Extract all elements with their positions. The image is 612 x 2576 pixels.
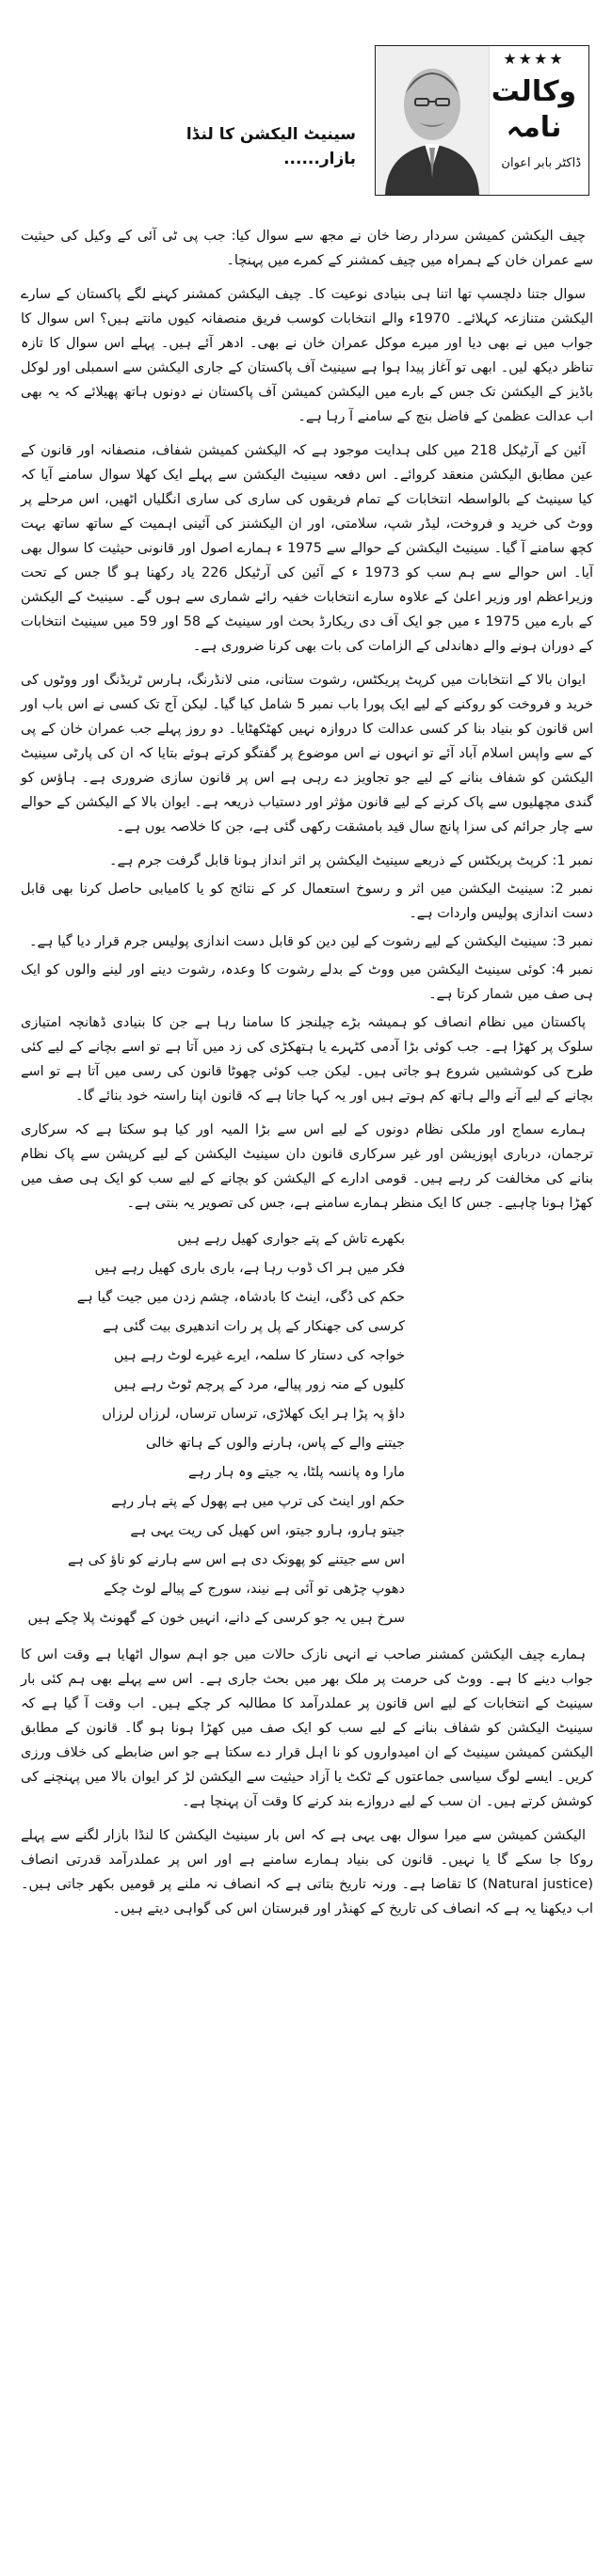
poem-line: جیتو ہارو، ہارو جیتو، اس کھیل کی ریت یہی ہے bbox=[130, 1523, 405, 1538]
paragraph: سوال جتنا دلچسپ تھا اتنا ہی بنیادی نوعیت کا۔ چیف الیکشن کمشنر کہنے لگے پاکستان کے سارے الیکشن متنازعہ کہلائے۔ 1970ء والے انتخابات کوسب فریق منصفانہ کیوں مانتے ہیں؟ اس سوال کا جواب میں نے بھی دیا اور میرے موکل عمران خان نے بھی۔ ادھر آئے ہیں۔ پہلے اس سوال کا تازہ تناظر دیکھ لیں۔ ابھی تو آغاز پیدا ہوا ہے سینیٹ آف پاکستان کے جاری الیکشن سے اسمبلی اور لوکل باڈیز کے الیکشن تک جس کے بارے میں الیکشن کمیشن آف پاکستان نے دونوں ہاتھ پھیلائے کہ یہ بھی اب عدالت عظمیٰ کے فاضل بنچ کے سامنے آ رہا ہے۔ bbox=[21, 287, 593, 424]
poem-line: فکر میں ہر اک ڈوب رہا ہے، باری باری کھیل رہے ہیں bbox=[94, 1261, 405, 1276]
list-item: نمبر 4: کوئی سینیٹ الیکشن میں ووٹ کے بدلے رشوت کا وعدہ، رشوت دینے اور لینے والوں کو ایک ہی صف میں شمار کرتا ہے۔ bbox=[21, 962, 593, 1002]
stars-icon: ★★★★ bbox=[503, 50, 565, 68]
article-body bbox=[21, 224, 593, 1931]
paragraph: پاکستان میں نظام انصاف کو ہمیشہ بڑے چیلنجز کا سامنا رہا ہے جن کا بنیادی ڈھانچہ امتیازی سلوک پر کھڑا ہے۔ جب کوئی بڑا آدمی کٹہرے یا ہتھکڑی کی زد میں آتا ہے تو اسے بچانے کے لیے کئی طرح کی کوششیں شروع ہو جاتی ہیں۔ لیکن جب کوئی چھوٹا قانون کی رسی میں آتا ہے تو اسے بچانے کے لیے آنے والے ہاتھ کم ہوتے ہیں اور یہ کہا جاتا ہے کہ قانون اپنا راستہ خود بنائے گا۔ bbox=[21, 1015, 593, 1104]
english-term: (Natural justice) bbox=[482, 1877, 594, 1892]
column-masthead: وکالت نامہ bbox=[491, 75, 577, 144]
column-banner bbox=[375, 45, 589, 196]
poem-line: خواجہ کی دستار کا سلمہ، ایرے غیرے لوٹ رہے ہیں bbox=[113, 1348, 405, 1363]
paragraph bbox=[21, 1823, 593, 1921]
poem bbox=[21, 1225, 593, 1633]
poem-line: مارا وہ پانسہ پلٹا، یہ جیتے وہ ہار رہے bbox=[188, 1465, 405, 1480]
poem-line: دھوپ چڑھی تو آئی ہے نیند، سورج کے پیالے لوٹ چکے bbox=[104, 1582, 405, 1597]
paragraph-text: کا تقاضا ہے۔ ورنہ تاریخ بتاتی ہے کہ انصاف نہ ملنے پر قومیں بکھر جاتی ہیں۔ اب دیکھنا یہ ہے کہ انصاف کی تاریخ کے کھنڈر اور قبرستان اس کی گواہی دیتے ہیں۔ bbox=[21, 1877, 593, 1916]
paragraph-text: الیکشن کمیشن سے میرا سوال بھی یہی ہے کہ اس بار سینیٹ الیکشن کا لنڈا بازار لگنے سے پہلے روکا جا سکے گا یا نہیں۔ قانون کی بنیاد ہمارے سامنے ہے اور اس پر عملدرآمد قدرتی انصاف bbox=[21, 1828, 593, 1868]
column-header bbox=[0, 0, 612, 202]
poem-line: حکم اور اینٹ کی ترپ میں ہے پھول کے پتے ہار رہے bbox=[111, 1494, 405, 1509]
paragraph: ہمارے سماج اور ملکی نظام دونوں کے لیے اس سے بڑا المیہ اور کیا ہو سکتا ہے کہ سرکاری ترجمان، درباری اپوزیشن اور غیر سرکاری قانون دان سینیٹ الیکشن کے لیے کرپشن سے پاک نظام بنانے کی مخالفت کر رہے ہیں۔ قومی ادارے کے الیکشن کو بچانے کے لیے سب کو ایک ہی صف میں کھڑا ہونا چاہیے۔ جس کا ایک منظر ہمارے سامنے ہے، جس کی تصویر یہ بنتی ہے۔ bbox=[21, 1122, 593, 1211]
paragraph: آئین کے آرٹیکل 218 میں کلی ہدایت موجود ہے کہ الیکشن کمیشن شفاف، منصفانہ اور قانون کے عین مطابق الیکشن منعقد کروائے۔ اس دفعہ سینیٹ الیکشن سے پہلے ایک کھلا سوال سامنے آیا کہ کیا سینیٹ کے بالواسطہ انتخابات کے تمام فریقوں کی ساری کی ساری انگلیاں اٹھیں، اس مرحلے پر ووٹ کی خرید و فروخت، لیڈر شپ، سلامتی، اور ان الیکشنز کی آئینی اہمیت کے ساتھ ساتھ بہت کچھ سامنے آ گیا۔ سینیٹ الیکشن کے حوالے سے 1975 ء ہمارے اصول اور قانونی حیثیت کا سوال بھی آیا۔ اس حوالے سے ہم سب کو 1973 ء کے آئین کی آرٹیکل 226 یاد رکھنا ہو گا جس کے تحت وزیراعظم اور وزیر اعلیٰ کے علاوہ سارے انتخابات خفیہ رائے شماری سے ہوں گے۔ سینیٹ کے الیکشن کے بارے میں 1975 ء میں جو ایک آف دی ریکارڈ بحث اور سینیٹ کے 58 اور 59 میں سینیٹ انتخابات کے دوران ہونے والے دھاندلی کے الزامات کی بات بھی کرنا ضروری ہے۔ bbox=[21, 443, 593, 654]
list-item: نمبر 2: سینیٹ الیکشن میں اثر و رسوخ استعمال کر کے نتائج کو یا کامیابی حاصل کرنا بھی قابل دست اندازی پولیس واردات ہے۔ bbox=[21, 882, 594, 921]
poem-line: کلیوں کے منہ زور پیالے، مرد کے پرچم ٹوٹ رہے ہیں bbox=[113, 1377, 405, 1392]
poem-line: حکم کی دُگی، اینٹ کا بادشاہ، چشم زدن میں جیت گیا ہے bbox=[76, 1290, 405, 1305]
author-byline: ڈاکٹر بابر اعوان bbox=[501, 156, 581, 170]
paragraph: ایوان بالا کے انتخابات میں کرپٹ پریکٹس، رشوت ستانی، منی لانڈرنگ، ہارس ٹریڈنگ اور ووٹوں کی خرید و فروخت کو روکنے کے لیے ایک پورا باب نمبر 5 شامل کیا گیا۔ لیکن آج تک کسی نے اس باب اور اس قانون کو بنیاد بنا کر کسی عدالت کا دروازہ نہیں کھٹکھٹایا۔ دو روز پہلے جب عمران خان کے پی کے سے واپس اسلام آباد آئے تو انہوں نے اس موضوع پر گفتگو کرتے ہوئے بتایا کہ ان کی پارٹی سینیٹ الیکشن کو شفاف بنانے کے لیے جو تجاویز دے رہی ہے اس پر قانون سازی ضروری ہے۔ ہاؤس کو گندی مچھلیوں سے پاک کرنے کے لیے قانون مؤثر اور دستیاب ذریعہ ہے۔ ایوان بالا کے الیکشن کے حوالے سے چار جرائم کی سزا پانچ سال قید بامشقت رکھی گئی ہے، جن کا خلاصہ یوں ہے۔ bbox=[21, 673, 594, 835]
paragraph: چیف الیکشن کمیشن سردار رضا خان نے مجھ سے سوال کیا: جب پی ٹی آئی کے وکیل کی حیثیت سے عمران خان کے ہمراہ میں چیف کمشنر کے کمرے میں پہنچا۔ bbox=[21, 229, 593, 268]
author-portrait bbox=[376, 46, 490, 195]
poem-line: اس سے جیتنے کو پھونک دی ہے اس سے ہارنے کو ناؤ کی ہے bbox=[68, 1552, 405, 1567]
list-item: نمبر 1: کرپٹ پریکٹس کے ذریعے سینیٹ الیکشن پر اثر انداز ہونا قابل گرفت جرم ہے۔ bbox=[109, 853, 593, 868]
paragraph: ہمارے چیف الیکشن کمشنر صاحب نے انہی نازک حالات میں جو اہم سوال اٹھایا ہے وقت اس کا جواب دینے کا ہے۔ ووٹ کی حرمت پر ملک بھر میں بحث جاری ہے۔ اس سے پہلے بھی ہم کئی بار سینیٹ کے انتخابات کے لیے اس قانون پر عملدرآمد کا مطالبہ کر چکے ہیں۔ اب وقت آ گیا ہے کہ سینیٹ الیکشن کو شفاف بنانے کے لیے سب کو ایک صف میں کھڑا ہونا ہو گا۔ قانون کے مطابق الیکشن کمیشن سینیٹ کے ان امیدواروں کو نا اہل قرار دے سکتا ہے جو اس ضابطے کی خلاف ورزی کریں۔ ایسے لوگ سیاسی جماعتوں کے ٹکٹ یا آزاد حیثیت سے الیکشن لڑ کر ایوان بالا میں پہنچنے کی کوشش کرتے ہیں۔ ان سب کے لیے دروازے بند کرنے کا وقت آن پہنچا ہے۔ bbox=[21, 1647, 593, 1809]
poem-line: سرخ ہیں یہ جو کرسی کے دانے، انہیں خون کے گھونٹ پلا چکے ہیں bbox=[27, 1611, 405, 1626]
column-brand bbox=[489, 50, 579, 146]
poem-line: بکھرے تاش کے پتے جواری کھیل رہے ہیں bbox=[177, 1232, 405, 1247]
poem-line: کرسی کی جھنکار کے پل پر رات اندھیری بیت گئی ہے bbox=[103, 1319, 405, 1334]
poem-line: داؤ پہ پڑا ہر ایک کھلاڑی، ترساں ترساں، لرزاں لرزاں bbox=[102, 1407, 405, 1422]
poem-line: جیتنے والے کے پاس، ہارنے والوں کے ہاتھ خالی bbox=[145, 1436, 405, 1451]
list-item: نمبر 3: سینیٹ الیکشن کے لیے رشوت کے لین دین کو قابل دست اندازی پولیس جرم قرار دیا گیا ہے۔ bbox=[28, 934, 593, 949]
author-photo-icon bbox=[376, 46, 489, 195]
article-headline: سینیٹ الیکشن کا لنڈا بازار...... bbox=[185, 125, 356, 168]
